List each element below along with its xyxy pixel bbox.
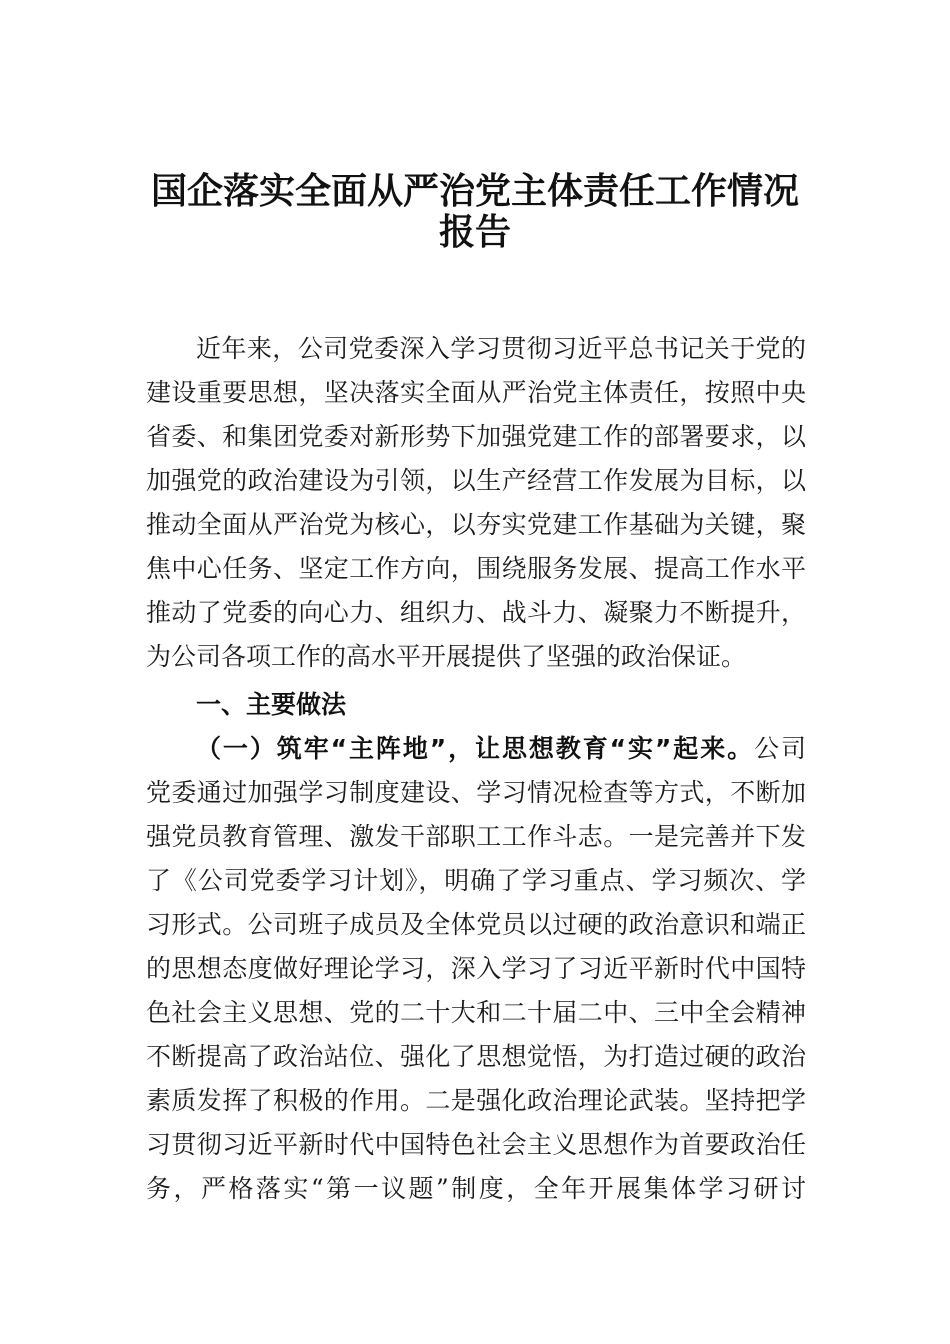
body-line: 务，严格落实“第一议题”制度，全年开展集体学习研讨 [146, 1174, 806, 1203]
body-line: 不断提高了政治站位、强化了思想觉悟，为打造过硬的政治 [146, 1042, 806, 1071]
body-line: 党委通过加强学习制度建设、学习情况检查等方式，不断加 [146, 778, 806, 807]
intro-line: 推动了党委的向心力、组织力、战斗力、凝聚力不断提升， [146, 598, 806, 627]
body-line: 了《公司党委学习计划》，明确了学习重点、学习频次、学 [146, 866, 806, 895]
intro-line: 加强党的政治建设为引领，以生产经营工作发展为目标，以 [146, 466, 806, 495]
intro-line: 为公司各项工作的高水平开展提供了坚强的政治保证。 [146, 642, 747, 671]
body-line: 强党员教育管理、激发干部职工工作斗志。一是完善并下发 [146, 822, 806, 851]
intro-line: 建设重要思想，坚决落实全面从严治党主体责任，按照中央 [146, 378, 806, 407]
intro-line: 省委、和集团党委对新形势下加强党建工作的部署要求，以 [146, 422, 806, 451]
body-line: 习形式。公司班子成员及全体党员以过硬的政治意识和端正 [146, 910, 806, 939]
intro-line: 推动全面从严治党为核心，以夯实党建工作基础为关键，聚 [146, 510, 806, 539]
subsection-title: （一）筑牢“主阵地”，让思想教育“实”起来。 [196, 734, 755, 763]
body-line: 素质发挥了积极的作用。二是强化政治理论武装。坚持把学 [146, 1086, 806, 1115]
body-line: 的思想态度做好理论学习，深入学习了习近平新时代中国特 [146, 954, 806, 983]
subsection-first-line-tail: 公司 [754, 734, 806, 763]
body-line: 习贯彻习近平新时代中国特色社会主义思想作为首要政治任 [146, 1130, 806, 1159]
document-title-line-1: 国企落实全面从严治党主体责任工作情况 [150, 170, 799, 212]
section-heading: 一、主要做法 [196, 690, 347, 719]
intro-line: 焦中心任务、坚定工作方向，围绕服务发展、提高工作水平 [146, 554, 806, 583]
body-line: 色社会主义思想、党的二十大和二十届二中、三中全会精神 [146, 998, 806, 1027]
document-title-line-2: 报告 [438, 211, 511, 253]
intro-line: 近年来，公司党委深入学习贯彻习近平总书记关于党的 [196, 334, 806, 363]
subsection-first-line [196, 734, 806, 765]
